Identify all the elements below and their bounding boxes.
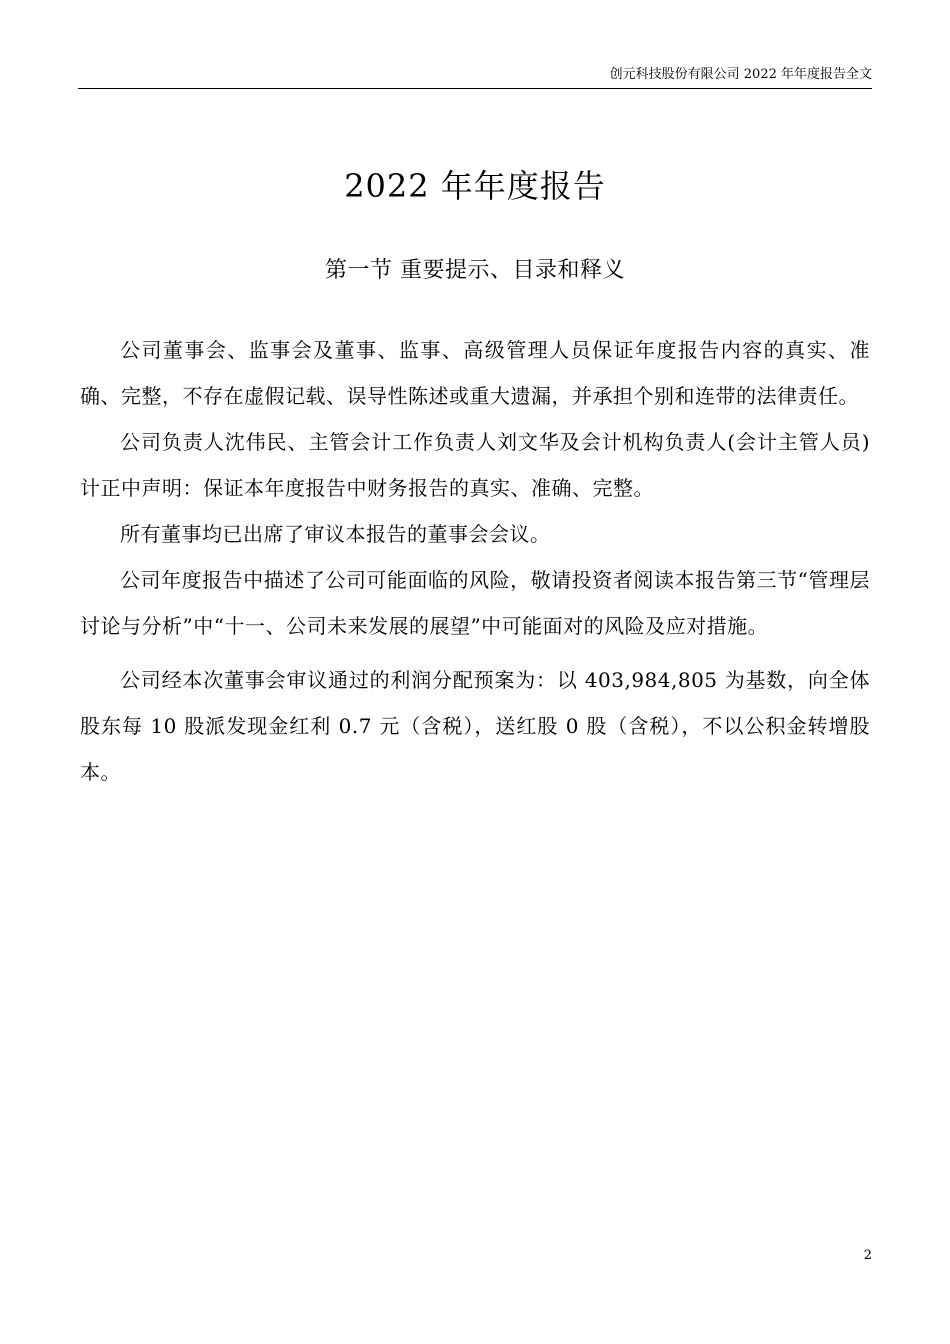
running-header: 创元科技股份有限公司 2022 年年度报告全文 [609,67,872,82]
paragraph-officer-declaration: 公司负责人沈伟民、主管会计工作负责人刘文华及会计机构负责人(会计主管人员)计正中声明：保证本年度报告中财务报告的真实、准确、完整。 [80,430,870,500]
paragraph-board-attendance: 所有董事均已出席了审议本报告的董事会会议。 [120,522,551,546]
header-divider [78,88,872,89]
paragraph-profit-distribution: 公司经本次董事会审议通过的利润分配预案为：以 403,984,805 为基数，向全体股东每 10 股派发现金红利 0.7 元（含税），送红股 0 股（含税），不以公积金转增股本。 [80,668,870,784]
paragraph-risk-notice: 公司年度报告中描述了公司可能面临的风险，敬请投资者阅读本报告第三节“管理层讨论与分析”中“十一、公司未来发展的展望”中可能面对的风险及应对措施。 [80,568,870,638]
document-body [80,327,870,795]
report-title: 2022 年年度报告 [344,167,606,205]
paragraph-responsibility-statement: 公司董事会、监事会及董事、监事、高级管理人员保证年度报告内容的真实、准确、完整，不存在虚假记载、误导性陈述或重大遗漏，并承担个别和连带的法律责任。 [80,338,870,408]
page-number: 2 [863,1248,872,1263]
section-heading: 第一节 重要提示、目录和释义 [325,258,625,283]
